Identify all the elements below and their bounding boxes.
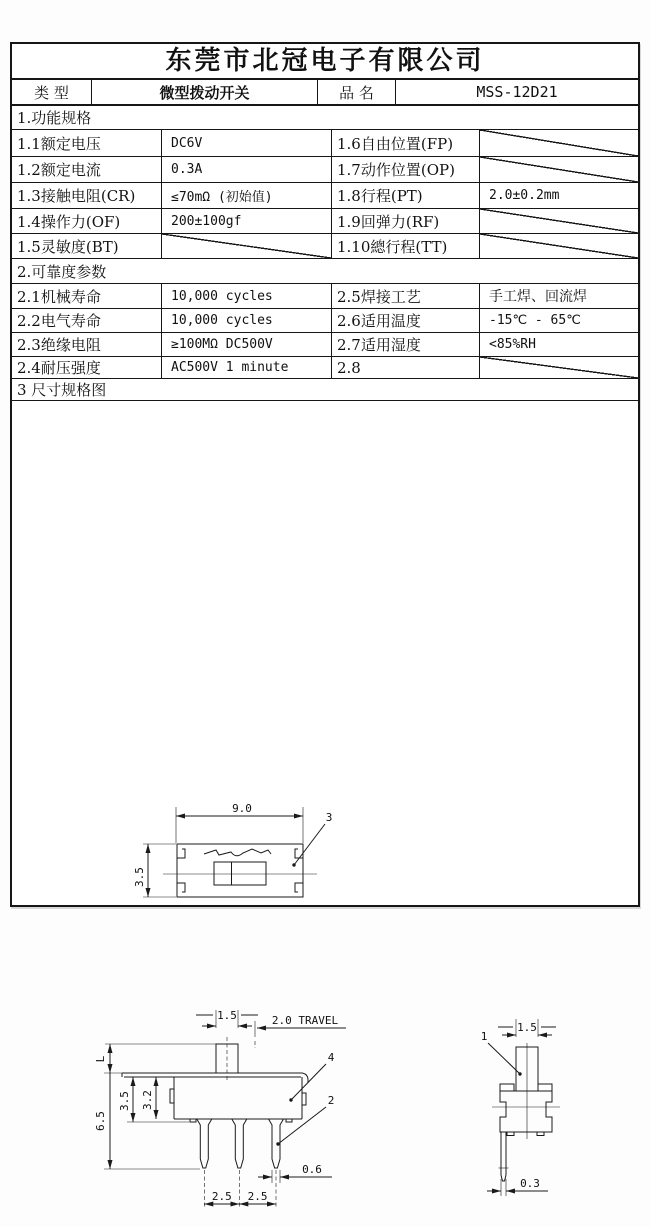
pin-pitch-dim: 2.5 bbox=[211, 1190, 232, 1203]
spec-label: 1.5灵敏度(BT) bbox=[12, 234, 162, 258]
spec-value: 10,000 cycles bbox=[162, 284, 332, 308]
metal-cover-outline bbox=[122, 1073, 308, 1083]
inner-height-dim: 3.2 bbox=[141, 1090, 154, 1110]
empty-cell-slash bbox=[162, 234, 332, 258]
spec-row bbox=[12, 130, 638, 157]
callout-cover: 3 bbox=[325, 811, 333, 824]
spec-label: 2.7适用湿度 bbox=[332, 333, 480, 356]
spec-label: 1.7动作位置(OP) bbox=[332, 157, 480, 182]
type-label: 类 型 bbox=[12, 80, 92, 104]
part-number: MSS-12D21 bbox=[476, 83, 558, 101]
part-name-label: 品 名 bbox=[318, 80, 396, 104]
callout-knob: 1 bbox=[480, 1030, 488, 1043]
top-view-height-dim: 3.5 bbox=[133, 867, 146, 887]
total-height-dim: 6.5 bbox=[94, 1111, 107, 1131]
datasheet-page bbox=[10, 42, 640, 1203]
side-pin-outline bbox=[501, 1175, 506, 1181]
section1-heading bbox=[12, 106, 638, 130]
spec-row bbox=[12, 309, 638, 333]
title-row bbox=[12, 44, 638, 80]
spec-row bbox=[12, 333, 638, 357]
pin-thickness-dim: 0.3 bbox=[520, 1177, 540, 1190]
empty-cell-slash bbox=[480, 130, 638, 156]
spec-label: 1.9回弹力(RF) bbox=[332, 209, 480, 233]
spec-value: ≤70mΩ (初始值) bbox=[162, 183, 332, 208]
spec-label: 2.8 bbox=[332, 357, 480, 378]
knob-height-dim: L bbox=[94, 1055, 107, 1063]
terminal-pin-outline bbox=[197, 1119, 212, 1168]
spec-value: 0.3A bbox=[162, 157, 332, 182]
front-view-drawing bbox=[90, 997, 350, 1227]
spec-value: -15℃ - 65℃ bbox=[489, 313, 581, 328]
spec-value: 10,000 cycles bbox=[162, 309, 332, 332]
side-view-drawing bbox=[440, 1007, 620, 1227]
spec-label: 1.2额定电流 bbox=[12, 157, 162, 182]
spec-row bbox=[12, 183, 638, 209]
top-view-width-dim: 9.0 bbox=[232, 802, 252, 815]
top-view-drawing bbox=[130, 787, 360, 927]
pin-width-dim: 0.6 bbox=[302, 1163, 322, 1176]
spec-label: 2.1机械寿命 bbox=[12, 284, 162, 308]
spec-value: DC6V bbox=[162, 130, 332, 156]
section1-heading-text: 1.功能规格 bbox=[17, 109, 92, 127]
front-knob-width-dim: 1.5 bbox=[217, 1009, 237, 1022]
type-value: 微型拨动开关 bbox=[92, 80, 318, 104]
empty-cell-slash bbox=[480, 157, 638, 182]
section2-heading-text: 2.可靠度参数 bbox=[17, 262, 107, 281]
spec-value: <85%RH bbox=[489, 337, 536, 352]
section3-heading-text: 3 尺寸规格图 bbox=[17, 381, 107, 399]
empty-cell-slash bbox=[480, 209, 638, 233]
spec-label: 1.4操作力(OF) bbox=[12, 209, 162, 233]
spec-value: 200±100gf bbox=[162, 209, 332, 233]
spec-value: 2.0±0.2mm bbox=[489, 188, 560, 203]
spec-row bbox=[12, 284, 638, 309]
callout-terminal: 2 bbox=[327, 1094, 335, 1107]
section3-heading bbox=[12, 379, 638, 401]
spec-label: 1.3接触电阻(CR) bbox=[12, 183, 162, 208]
switch-body-top-outline bbox=[177, 844, 303, 897]
spec-row bbox=[12, 357, 638, 379]
travel-dim: 2.0 TRAVEL bbox=[271, 1014, 339, 1027]
spec-row bbox=[12, 234, 638, 259]
empty-cell-slash bbox=[480, 234, 638, 258]
empty-cell-slash bbox=[480, 357, 638, 378]
spec-value: 手工焊、回流焊 bbox=[489, 289, 587, 305]
slider-knob-outline bbox=[214, 862, 266, 885]
spec-label: 2.6适用温度 bbox=[332, 309, 480, 332]
terminal-pin-outline bbox=[269, 1119, 284, 1168]
spec-label: 1.8行程(PT) bbox=[332, 183, 480, 208]
spec-label: 2.2电气寿命 bbox=[12, 309, 162, 332]
contact-spring-outline bbox=[204, 849, 271, 856]
spec-row bbox=[12, 209, 638, 234]
body-side-outline bbox=[500, 1091, 552, 1132]
callout-body: 4 bbox=[327, 1051, 335, 1064]
company-title: 东莞市北冠电子有限公司 bbox=[165, 46, 485, 76]
spec-value: AC500V 1 minute bbox=[162, 357, 332, 378]
spec-label: 2.3绝缘电阻 bbox=[12, 333, 162, 356]
spec-row bbox=[12, 157, 638, 183]
spec-label: 1.10總行程(TT) bbox=[332, 234, 480, 258]
type-row bbox=[12, 80, 638, 106]
spec-value: ≥100MΩ DC500V bbox=[162, 333, 332, 356]
dimension-drawings-area bbox=[12, 401, 638, 1203]
terminal-pin-outline bbox=[232, 1119, 247, 1168]
side-knob-width-dim: 1.5 bbox=[517, 1021, 537, 1034]
section2-heading bbox=[12, 259, 638, 284]
spec-label: 1.1额定电压 bbox=[12, 130, 162, 156]
spec-label: 1.6自由位置(FP) bbox=[332, 130, 480, 156]
pin-pitch-dim: 2.5 bbox=[247, 1190, 268, 1203]
spec-label: 2.4耐压强度 bbox=[12, 357, 162, 378]
body-height-dim: 3.5 bbox=[118, 1091, 131, 1111]
spec-label: 2.5焊接工艺 bbox=[332, 284, 480, 308]
